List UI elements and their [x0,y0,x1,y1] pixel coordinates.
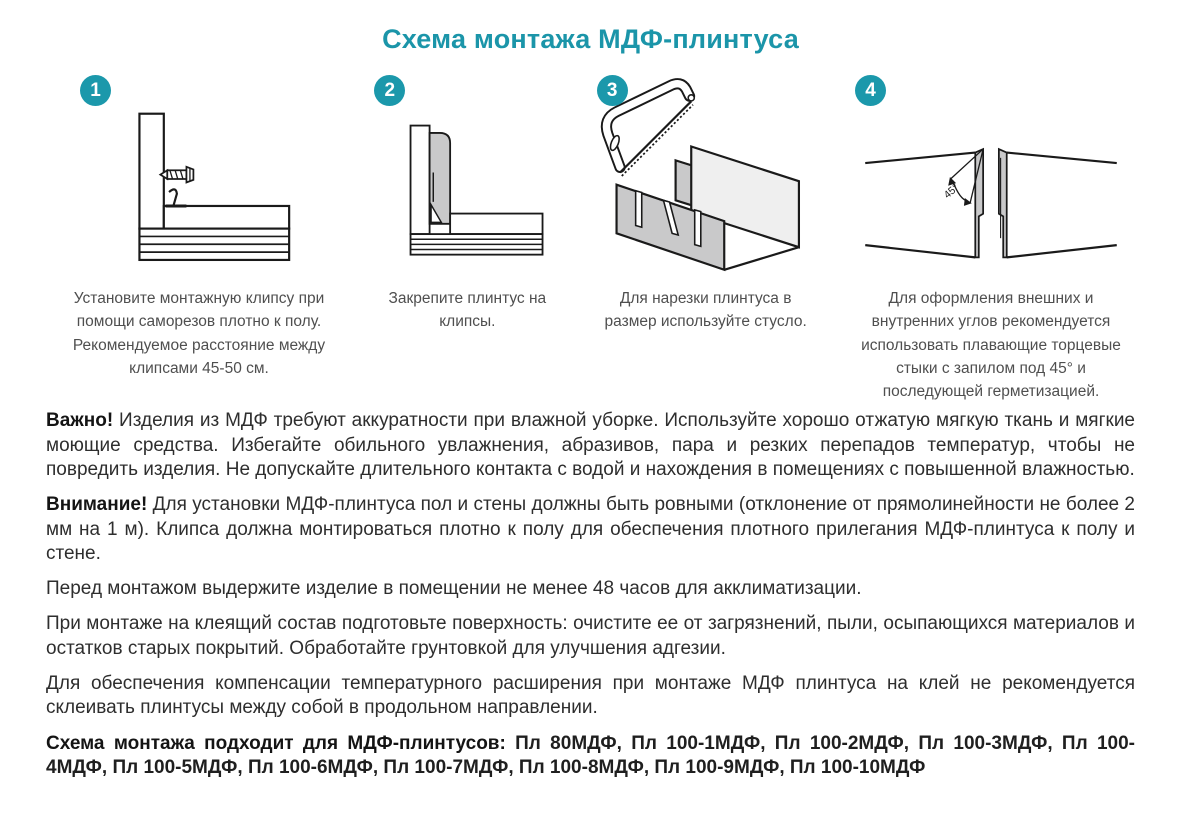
note-glue-surface [46,612,1135,661]
angle-label: 45° [942,182,962,202]
step-1 [44,77,354,403]
miter-box-icon [616,146,798,269]
note-attention-lead: Внимание! [46,494,148,516]
clip-install-drawing [82,103,317,275]
note-acclimatization [46,577,1135,601]
miter-cutting-drawing [597,77,815,275]
right-baseboard-piece [999,149,1117,257]
note-acclimatization-text: Перед монтажом выдержите изделие в помещении не менее 48 часов для акклиматизации. [46,578,862,600]
note-expansion-text: Для обеспечения компенсации температурного расширения при монтаже МДФ плинтуса на клей не рекомендуется склеивать плинтусы между собой в продольном направлении. [46,673,1135,719]
screw-icon [160,167,193,183]
miter-box-saw-illustration [581,77,831,275]
corner-joint-drawing [860,107,1122,275]
step-4-caption: Для оформления внешних и внутренних углов рекомендуется использовать плавающие торцевые стыки с запилом под 45° и последующей герметизацией. [861,290,1121,400]
notes-section [0,403,1181,780]
baseboard-clip-illustration [368,77,566,275]
step-3-number-badge: 3 [597,75,628,106]
note-important-lead: Важно! [46,410,114,432]
corner-joint-illustration [845,77,1137,275]
steps-row [0,55,1181,403]
step-1-caption: Установите монтажную клипсу при помощи саморезов плотно к полу. Рекомендуемое расстояние между клипсами 45-50 см. [72,290,326,377]
baseboard-on-clip-drawing [368,103,566,275]
note-important [46,409,1135,482]
mounting-clip-icon [165,189,186,206]
note-compatible-models [46,732,1135,781]
step-4 [845,77,1137,403]
step-2 [368,77,566,403]
note-attention-text: Для установки МДФ-плинтуса пол и стены должны быть ровными (отклонение от прямолинейности не более 2 мм на 1 м). Клипса должна монтироваться плотно к полу для обеспечения плотного прилегания МДФ-плинтуса к полу и стене. [46,494,1135,564]
note-models-list: Пл 80МДФ, Пл 100-1МДФ, Пл 100-2МДФ, Пл 100-3МДФ, Пл 100-4МДФ, Пл 100-5МДФ, Пл 100-6МДФ, Пл 100-7МДФ, Пл 100-8МДФ, Пл 100-9МДФ, Пл 100-10МДФ [46,732,1135,778]
note-models-lead: Схема монтажа подходит для МДФ-плинтусов: [46,732,506,754]
step-2-number-badge: 2 [374,75,405,106]
note-attention [46,493,1135,566]
page-title: Схема монтажа МДФ-плинтуса [382,24,799,54]
step-3-caption: Для нарезки плинтуса в размер используйте стусло. [604,290,807,331]
note-important-text: Изделия из МДФ требуют аккуратности при влажной уборке. Используйте хорошо отжатую мягкую ткань и мягкие моющие средства. Избегайте обильного увлажнения, абразивов, пара и резких перепадов температур, чтобы не повредить изделия. Не допускайте длительного контакта с водой и нахождения в помещениях с повышенной влажностью. [46,410,1135,480]
step-4-number-badge: 4 [855,75,886,106]
note-expansion [46,672,1135,721]
step-1-number-badge: 1 [80,75,111,106]
step-2-caption: Закрепите плинтус на клипсы. [388,290,547,331]
clip-install-illustration [44,77,354,275]
note-glue-surface-text: При монтаже на клеящий состав подготовьте поверхность: очистите ее от загрязнений, пыли, осыпающихся материалов и остатков старых покрытий. Обработайте грунтовкой для улучшения адгезии. [46,613,1135,659]
step-3 [581,77,831,403]
